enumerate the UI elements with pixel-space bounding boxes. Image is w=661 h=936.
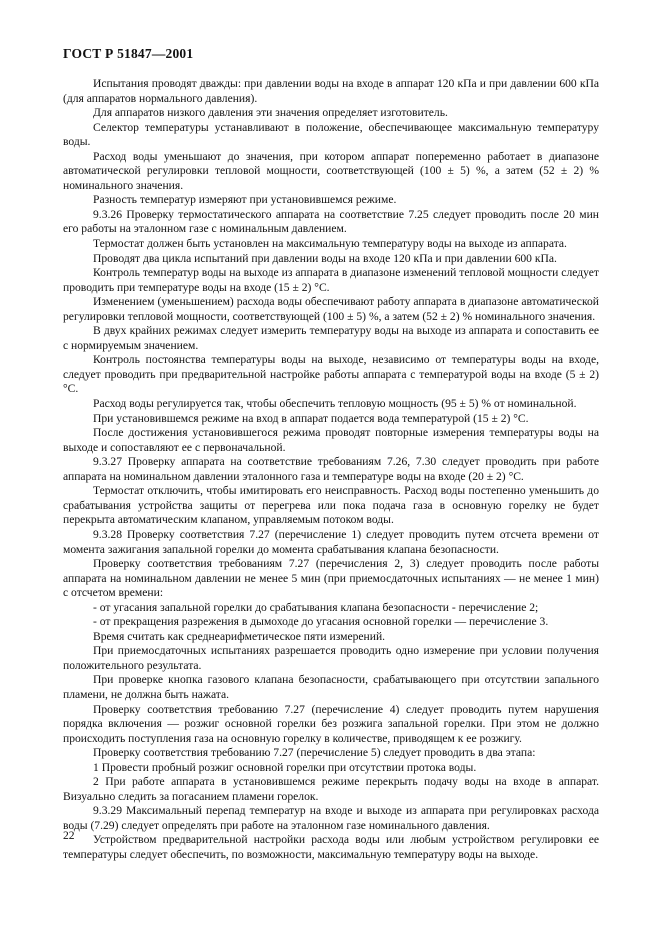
paragraph: При установившемся режиме на вход в аппарат подается вода температурой (15 ± 2) °С. [93,411,529,425]
page-number: 22 [63,829,75,842]
paragraph: Проводят два цикла испытаний при давлении воды на входе 120 кПа и при давлении 600 кПа. [93,251,557,265]
paragraph: После достижения установившегося режима проводят повторные измерения температуры воды на выходе и сопоставляют ее с первоначальной. [63,426,599,454]
paragraph: В двух крайних режимах следует измерить температуру воды на выходе из аппарата и сопоставить ее с нормируемым значением. [63,324,599,352]
paragraph: Проверку соответствия требованию 7.27 (перечисление 4) следует проводить путем нарушения порядка включения — розжиг основной горелки без розжига запальной горелки. При этом не должно происходить поступления газа на основную горелку в количестве, приводящем к ее розжигу. [63,702,599,745]
paragraph: Разность температур измеряют при установившемся режиме. [93,193,397,207]
list-item: - от угасания запальной горелки до срабатывания клапана безопасности - перечисление 2; [93,600,539,614]
paragraph: Проверку соответствия требованиям 7.27 (перечисления 2, 3) следует проводить после работы аппарата на номинальном давлении не менее 5 мин (при приемосдаточных испытаниях — не менее 1 мин) с отсчетом времени: [63,557,599,600]
list-item: 2 При работе аппарата в установившемся режиме перекрыть подачу воды на входе в аппарат. Визуально следить за погасанием пламени горелок. [63,775,599,803]
paragraph: Термостат отключить, чтобы имитировать его неисправность. Расход воды постепенно уменьшить до срабатывания устройства защиты от перегрева или пока подача газа в основную горелку не будет перекрыта автоматическим клапаном, управляемым потоком воды. [63,484,599,527]
paragraph: Контроль постоянства температуры воды на выходе, независимо от температуры воды на входе, следует проводить при предварительной настройке работы аппарата с температурой воды на входе (5 ± 2) °С. [63,353,599,396]
paragraph: При приемосдаточных испытаниях разрешается проводить одно измерение при условии получения положительного результата. [63,644,599,672]
document-header: ГОСТ Р 51847—2001 [63,46,194,61]
paragraph: Селектор температуры устанавливают в положение, обеспечивающее максимальную температуру воды. [63,120,599,149]
paragraph: Проверку соответствия требованию 7.27 (перечисление 5) следует проводить в два этапа: [93,746,536,760]
paragraph: 9.3.26 Проверку термостатического аппарата на соответствие 7.25 следует проводить после 20 мин его работы на эталонном газе с номинальным давлением. [63,207,599,236]
paragraph: 9.3.27 Проверку аппарата на соответствие требованиям 7.26, 7.30 следует проводить при работе аппарата на номинальном давлении эталонного газа и температуре воды на входе (20 ± 2) °С. [63,455,599,483]
paragraph: 9.3.28 Проверку соответствия 7.27 (перечисление 1) следует проводить путем отсчета времени от момента зажигания запальной горелки до момента срабатывания клапана безопасности. [63,527,599,556]
paragraph: При проверке кнопка газового клапана безопасности, срабатывающего при отсутствии запального пламени, не должна быть нажата. [63,673,599,701]
list-item: - от прекращения разрежения в дымоходе до угасания основной горелки — перечисление 3. [93,615,549,629]
paragraph: Испытания проводят дважды: при давлении воды на входе в аппарат 120 кПа и при давлении 600 кПа (для аппаратов нормального давления). [63,77,599,105]
paragraph: 9.3.29 Максимальный перепад температур на входе и выходе из аппарата при регулировках расхода воды (7.29) следует определять при работе на эталонном газе номинального давления. [63,804,599,832]
list-item: 1 Провести пробный розжиг основной горелки при отсутствии протока воды. [93,760,477,774]
paragraph: Расход воды уменьшают до значения, при котором аппарат попеременно работает в диапазоне автоматической регулировки тепловой мощности, соответствующей (100 ± 5) %, а затем (52 ± 2) % номинального значения. [63,149,599,192]
paragraph: Контроль температур воды на выходе из аппарата в диапазоне изменений тепловой мощности следует проводить при температуре воды на входе (15 ± 2) °С. [63,266,599,294]
paragraph: Время считать как среднеарифметическое пяти измерений. [93,629,386,643]
paragraph: Расход воды регулируется так, чтобы обеспечить тепловую мощность (95 ± 5) % от номинальной. [93,397,577,411]
paragraph: Термостат должен быть установлен на максимальную температуру воды на выходе из аппарата. [93,237,567,251]
document-body [63,77,599,863]
paragraph: Для аппаратов низкого давления эти значения определяет изготовитель. [93,106,448,120]
paragraph: Устройством предварительной настройки расхода воды или любым устройством регулировки ее температуры следует обеспечить, по возможности, максимальную температуру воды на выходе. [63,833,599,861]
paragraph: Изменением (уменьшением) расхода воды обеспечивают работу аппарата в диапазоне автоматической регулировки тепловой мощности, соответствующей (100 ± 5) %, а затем (52 ± 2) % номинального значения. [63,295,599,323]
